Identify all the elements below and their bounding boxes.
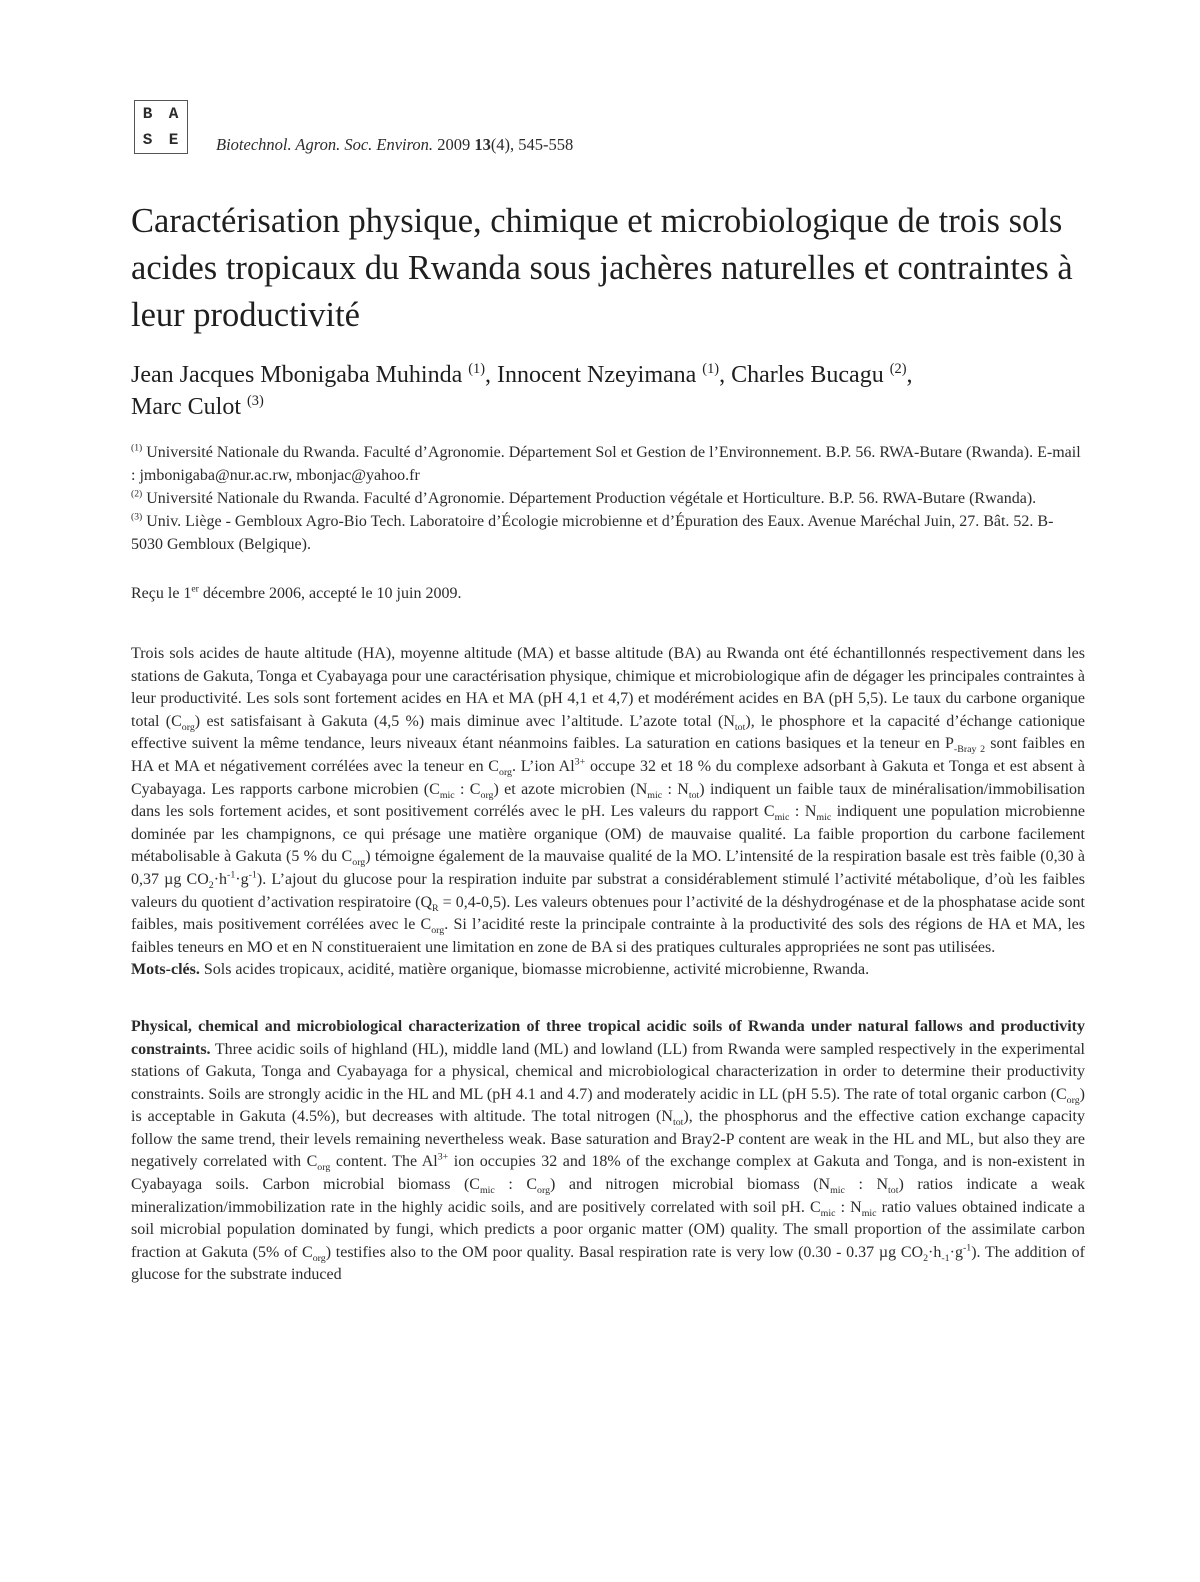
subscript: org (312, 1253, 326, 1265)
subscript: tot (734, 721, 746, 733)
abstract-english (131, 1016, 1085, 1287)
affiliation (131, 441, 1085, 487)
subscript: 2 (208, 880, 214, 892)
abstract-text: ion occupies 32 and 18% of the exchange complex at Gakuta and Tonga, and is non-existent in Cyabayaga soils. Carbon microbial biomass (C (131, 1153, 1086, 1194)
abstract-text: sont faibles en HA et MA et négativement corrélées avec la teneur en C (131, 735, 1085, 775)
affiliation (131, 510, 1085, 556)
logo-letter: S (142, 131, 154, 149)
abstract-text: = 0,4-0,5). Les valeurs obtenues pour l’activité de la déshydrogénase et de la phosphatase acide sont faibles, mais positivement corrélées avec le C (131, 893, 1086, 934)
abstract-text: ) est satisfaisant à Gakuta (4,5 %) mais diminue avec l’altitude. L’azote total (N (194, 712, 735, 730)
abstract-text: ) témoigne également de la mauvaise qualité de la MO. L’intensité de la respiration basale est très faible (0,30 à 0,37 µg CO (131, 848, 1086, 888)
abstract-text: ·g (949, 1243, 963, 1261)
journal-name: Biotechnol. Agron. Soc. Environ. (216, 135, 434, 154)
abstract-text: . L’ion Al (512, 757, 575, 775)
subscript: org (498, 767, 513, 779)
received-text: décembre 2006, accepté le 10 juin 2009. (198, 585, 462, 602)
logo-letter: B (142, 105, 154, 123)
affiliation-text: Université Nationale du Rwanda. Faculté d’Agronomie. Département Production végétale et Horticulture. B.P. 56. RWA-Butare (Rwanda). (146, 490, 1037, 507)
english-title: Physical, chemical and microbiological characterization of three tropical acidic soils of Rwanda under natural fallows and productivity constraints. (131, 1017, 1085, 1058)
subscript: mic (861, 1207, 877, 1219)
abstract-text: ). L’ajout du glucose pour la respiration induite par substrat a considérablement stimulé l’activité métabolique, d’où les faibles valeurs du quotient d’activation respiratoire (Q (131, 870, 1085, 911)
abstract-text: Three acidic soils of highland (HL), middle land (ML) and lowland (LL) from Rwanda were sampled respectively in the experimental stations of Gakuta, Tonga and Cyabayaga for a physical, chemical and microbiological characterization in order to determine their productivity constraints. Soils are strongly acidic in the HL and ML (pH 4.1 and 4.7) and moderately acidic in LL (pH 5.5). The rate of total organic carbon (C (131, 1040, 1085, 1103)
abstract-text: : N (835, 1198, 862, 1216)
journal-citation (216, 135, 573, 155)
subscript: org (181, 721, 195, 733)
superscript: -1 (227, 869, 236, 881)
abstract-text: ) indiquent un faible taux de minéralisation/immobilisation dans les sols fortement acides, et sont positivement corrélés avec le pH. Les valeurs du rapport C (131, 780, 1086, 821)
abstract-text: content. The Al (330, 1153, 438, 1171)
received-text: Reçu le 1 (131, 585, 192, 602)
received-superscript: er (191, 583, 199, 595)
article-title: Caractérisation physique, chimique et microbiologique de trois sols acides tropicaux du Rwanda sous jachères naturelles et contraintes à leur productivité (131, 202, 1073, 334)
abstract-text: ratio values obtained indicate a soil microbial population dominated by fungi, which predicts a poor organic matter (OM) quality. The small proportion of the assimilate carbon fraction at Gakuta (5% of C (131, 1198, 1086, 1261)
abstract-text: ), le phosphore et la capacité d’échange cationique effective suivent la même tendance, leurs niveaux étant néanmoins faibles. La saturation en cations basiques et la teneur en P (131, 712, 1086, 753)
logo-letter: E (168, 131, 180, 149)
author-affiliation-ref: (1) (702, 361, 720, 377)
abstract-text: : C (454, 780, 481, 798)
author-list: Jean Jacques Mbonigaba Muhinda $^{(1)}$, Innocent Nzeyimana $^{(1)}$, Charles Bucagu $^{(2)}$, Marc Culot $^{(3)}$ (131, 361, 913, 420)
subscript: org (352, 857, 366, 869)
abstract-text: : C (494, 1176, 537, 1194)
subscript: R (432, 902, 439, 914)
author-name: Marc Culot (131, 394, 241, 420)
abstract-text: ·h (213, 870, 228, 888)
journal-issue-pages: (4), 545-558 (490, 135, 574, 154)
abstract-text: occupe 32 et 18 % du complexe adsorbant à Gakuta et Tonga et est absent à Cyabayaga. Les rapports carbone microbien (C (131, 757, 1085, 798)
abstract-text: . Si l’acidité reste la principale contrainte à la productivité des sols des régions de HA et MA, les faibles teneurs en MO et en N constitueraient une limitation en zone de BA si des pratiques culturales appropriées ne sont pas utilisées. (131, 916, 1085, 956)
abstract-text: : N (789, 803, 817, 821)
journal-header (131, 100, 1085, 158)
superscript: 3+ (437, 1152, 449, 1164)
abstract-text: Trois sols acides de haute altitude (HA), moyenne altitude (MA) et basse altitude (BA) au Rwanda ont été échantillonnés respectivement dans les stations de Gakuta, Tonga et Cyabayaga pour une caractérisation physique, chimique et microbiologique afin de dégager les principales contraintes à leur productivité. Les sols sont fortement acides en HA et MA (pH 4,1 et 4,7) et modérément acides en BA (pH 5,5). Le taux du carbone organique total (C (131, 645, 1085, 730)
abstract-text: ) is acceptable in Gakuta (4.5%), but decreases with altitude. The total nitrogen (N (131, 1085, 1085, 1126)
subscript: tot (688, 789, 700, 801)
subscript: -1 (941, 1253, 950, 1265)
subscript: org (1066, 1094, 1080, 1106)
author-name: Jean Jacques Mbonigaba Muhinda (131, 362, 463, 388)
article-page (131, 100, 1085, 1287)
subscript: org (317, 1162, 331, 1174)
abstract-text: ·g (235, 870, 249, 888)
abstract-text: ). The addition of glucose for the substrate induced (131, 1243, 1086, 1284)
abstract-text: : N (844, 1176, 889, 1194)
subscript: mic (830, 1185, 845, 1197)
affiliation-text: Univ. Liège - Gembloux Agro-Bio Tech. Laboratoire d’Écologie microbienne et d’Épuration des Eaux. Avenue Maréchal Juin, 27. Bât. 52. B-5030 Gembloux (Belgique). (131, 513, 1054, 553)
subscript: mic (820, 1207, 836, 1219)
journal-year: 2009 (437, 135, 471, 154)
subscript: 2 (923, 1253, 929, 1265)
abstract-text: ), the phosphorus and the effective cation exchange capacity follow the same trend, their levels remaining nevertheless weak. Base saturation and Bray2-P content are weak in the HL and ML, but also they are negatively correlated with C (131, 1108, 1085, 1171)
author-name: Charles Bucagu (731, 362, 884, 388)
affiliation (131, 487, 1085, 510)
author-name: Innocent Nzeyimana (497, 362, 697, 388)
abstract-text: indiquent une population microbienne dominée par les champignons, ce qui présage une matière organique (OM) de mauvaise qualité. La faible proportion du carbone facilement métabolisable à Gakuta (5 % du C (131, 803, 1086, 866)
abstract-text: ·h (928, 1243, 942, 1261)
subscript: mic (647, 789, 663, 801)
journal-logo (134, 100, 188, 154)
author-affiliation-ref: (2) (889, 361, 907, 377)
subscript: org (537, 1185, 551, 1197)
abstract-french (131, 643, 1085, 959)
subscript: org (431, 925, 445, 937)
affiliation-number: (2) (131, 488, 143, 500)
abstract-text: ) and nitrogen microbial biomass (N (550, 1176, 831, 1194)
affiliation-list (131, 441, 1085, 556)
affiliation-number: (1) (131, 442, 143, 454)
abstract-text: ) testifies also to the OM poor quality. Basal respiration rate is very low (0.30 - 0.37 µg CO (325, 1243, 924, 1261)
keywords-label: Mots-clés. (131, 961, 200, 979)
superscript: -1 (962, 1242, 972, 1254)
superscript: -1 (248, 869, 257, 881)
superscript: 3+ (574, 756, 586, 768)
journal-volume: 13 (474, 135, 491, 154)
subscript: mic (439, 789, 455, 801)
subscript: -Bray 2 (953, 744, 986, 756)
affiliation-text: Université Nationale du Rwanda. Faculté d’Agronomie. Département Sol et Gestion de l’Environnement. B.P. 56. RWA-Butare (Rwanda). E-mail : jmbonigaba@nur.ac.rw, mbonjac@yahoo.fr (131, 444, 1081, 484)
affiliation-number: (3) (131, 511, 143, 523)
author-affiliation-ref: (1) (468, 361, 486, 377)
keywords-text: Sols acides tropicaux, acidité, matière organique, biomasse microbienne, activité microbienne, Rwanda. (199, 961, 870, 979)
subscript: mic (479, 1185, 495, 1197)
abstract-text: ) ratios indicate a weak mineralization/immobilization rate in the highly acidic soils, and are positively correlated with soil pH. C (131, 1176, 1086, 1216)
logo-letter: A (168, 105, 180, 123)
subscript: tot (672, 1117, 684, 1129)
author-affiliation-ref: (3) (246, 393, 264, 409)
abstract-text: ) et azote microbien (N (493, 780, 648, 798)
keywords (131, 959, 1085, 982)
subscript: mic (774, 812, 790, 824)
subscript: org (480, 789, 494, 801)
abstract-text: : N (662, 780, 689, 798)
received-dates (131, 582, 1085, 605)
subscript: mic (816, 812, 832, 824)
subscript: tot (888, 1185, 899, 1197)
